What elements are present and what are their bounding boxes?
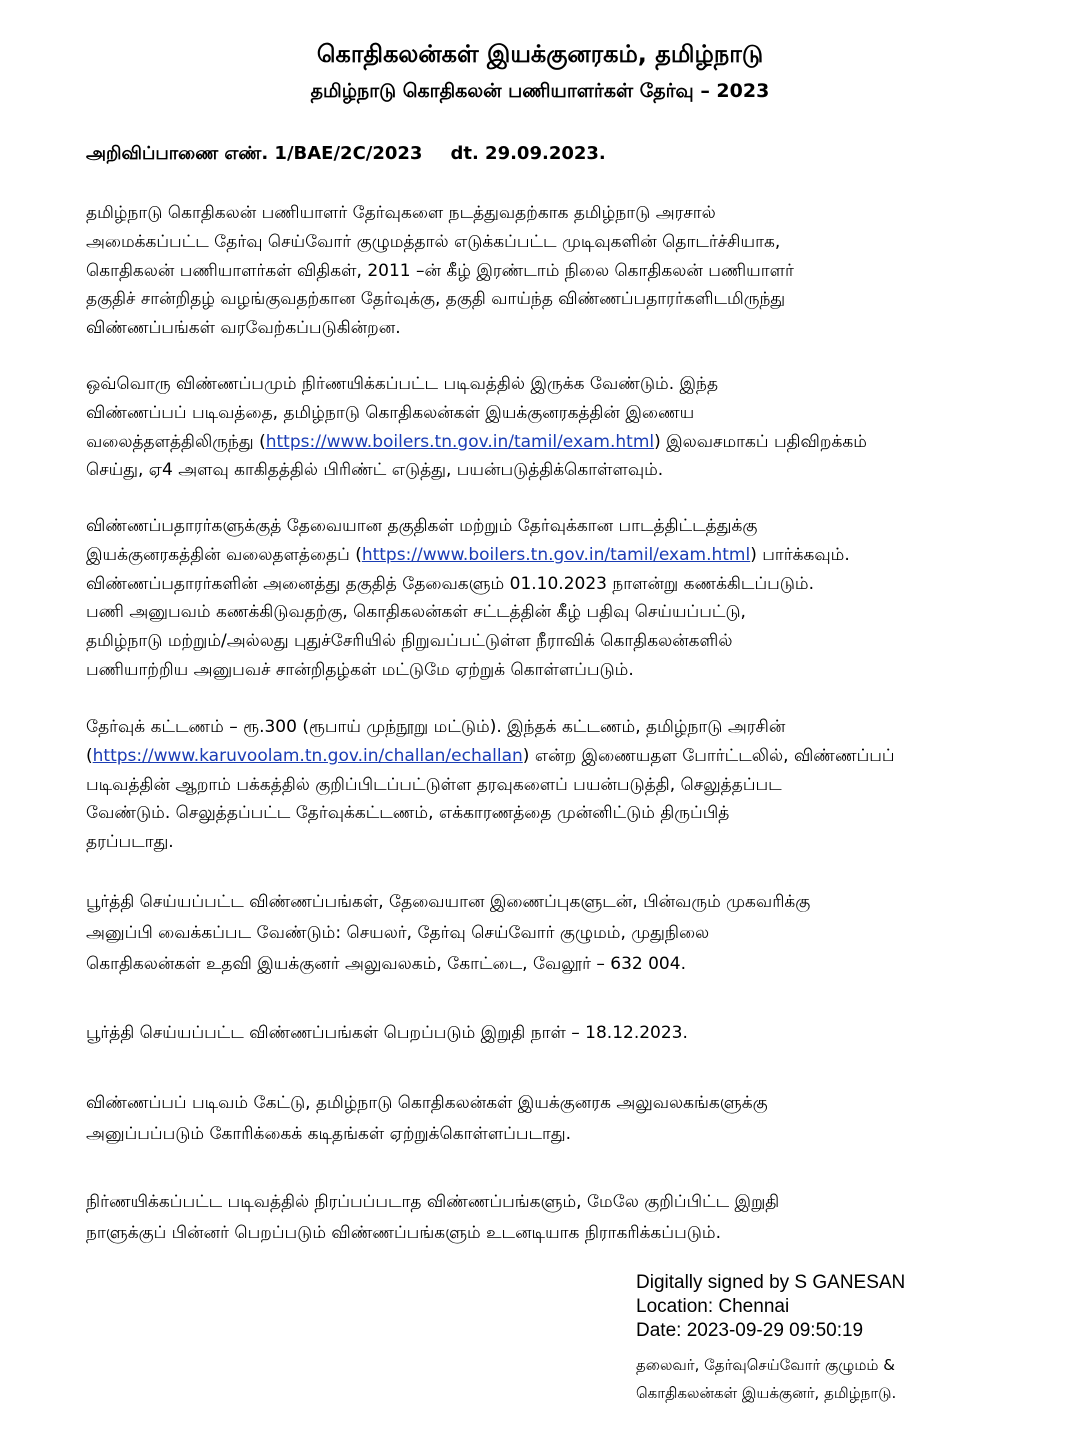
paragraph-line: கொதிகலன்கள் உதவி இயக்குனர் அலுவலகம், கோட்டை, வேலூர் – 632 004. bbox=[86, 954, 686, 974]
page-title: கொதிகலன்கள் இயக்குனரகம், தமிழ்நாடு bbox=[316, 40, 764, 68]
paragraph-line: விண்ணப்பப் படிவத்தை, தமிழ்நாடு கொதிகலன்கள் இயக்குனரகத்தின் இணைய bbox=[86, 402, 695, 423]
page-subtitle: தமிழ்நாடு கொதிகலன் பணியாளர்கள் தேர்வு – 2023 bbox=[310, 80, 770, 102]
memo-number: அறிவிப்பாணை எண். 1/BAE/2C/2023 bbox=[86, 143, 423, 164]
paragraph-line: அமைக்கப்பட்ட தேர்வு செய்வோர் குழுமத்தால் எடுக்கப்பட்ட முடிவுகளின் தொடர்ச்சியாக, bbox=[86, 231, 781, 252]
paragraph-line bbox=[86, 541, 986, 570]
paragraph-line: விண்ணப்பதாரர்களுக்குத் தேவையான தகுதிகள் மற்றும் தேர்வுக்கான பாடத்திட்டத்துக்கு bbox=[86, 516, 758, 536]
paragraph-line: அனுப்பி வைக்கப்பட வேண்டும்: செயலர், தேர்வு செய்வோர் குழுமம், முதுநிலை bbox=[86, 923, 710, 943]
paragraph-line: தேர்வுக் கட்டணம் – ரூ.300 (ரூபாய் முந்நூறு மட்டும்). இந்தக் கட்டணம், தமிழ்நாடு அரசின் bbox=[86, 717, 786, 737]
paragraph-form-requests bbox=[86, 1088, 986, 1150]
paragraph-line: நாளுக்குப் பின்னர் பெறப்படும் விண்ணப்பங்களும் உடனடியாக நிராகரிக்கப்படும். bbox=[86, 1223, 721, 1243]
paragraph-line: தரப்படாது. bbox=[86, 832, 174, 853]
paragraph-line: வேண்டும். செலுத்தப்பட்ட தேர்வுக்கட்டணம், எக்காரணத்தை முன்னிட்டும் திருப்பித் bbox=[86, 803, 730, 824]
paragraph-line: நிர்ணயிக்கப்பட்ட படிவத்தில் நிரப்பப்படாத விண்ணப்பங்களும், மேலே குறிப்பிட்ட இறுதி bbox=[86, 1192, 780, 1212]
paragraph-submission-address bbox=[86, 887, 986, 980]
paragraph-text: ) இலவசமாகப் பதிவிறக்கம் bbox=[654, 431, 867, 452]
signature-date: Date: 2023-09-29 09:50:19 bbox=[636, 1320, 864, 1341]
paragraph-rejection bbox=[86, 1187, 986, 1249]
memo-reference bbox=[86, 143, 606, 166]
challan-portal-link[interactable]: https://www.karuvoolam.tn.gov.in/challan/echallan bbox=[92, 745, 523, 766]
paragraph-line: விண்ணப்பங்கள் வரவேற்கப்படுகின்றன. bbox=[86, 318, 401, 339]
paragraph-line: ஒவ்வொரு விண்ணப்பமும் நிர்ணயிக்கப்பட்ட படிவத்தில் இருக்க வேண்டும். இந்த bbox=[86, 374, 719, 394]
paragraph-intro bbox=[86, 199, 986, 343]
designation-line: தலைவர், தேர்வுசெய்வோர் குழுமம் & bbox=[636, 1356, 895, 1374]
paragraph-application-form bbox=[86, 370, 986, 485]
digital-signature bbox=[636, 1271, 905, 1343]
paragraph-text: இயக்குனரகத்தின் வலைதளத்தைப் ( bbox=[86, 544, 362, 565]
paragraph-line: பூர்த்தி செய்யப்பட்ட விண்ணப்பங்கள் பெறப்படும் இறுதி நாள் – 18.12.2023. bbox=[86, 1023, 688, 1043]
signatory-designation bbox=[636, 1351, 896, 1407]
paragraph-line: பணி அனுபவம் கணக்கிடுவதற்கு, கொதிகலன்கள் சட்டத்தின் கீழ் பதிவு செய்யப்பட்டு, bbox=[86, 602, 746, 623]
memo-date: dt. 29.09.2023. bbox=[450, 143, 606, 164]
syllabus-page-link[interactable]: https://www.boilers.tn.gov.in/tamil/exam.html bbox=[361, 544, 751, 565]
paragraph-text: வலைத்தளத்திலிருந்து ( bbox=[86, 431, 266, 452]
paragraph-line bbox=[86, 742, 986, 771]
paragraph-line: செய்து, ஏ4 அளவு காகிதத்தில் பிரிண்ட் எடுத்து, பயன்படுத்திக்கொள்ளவும். bbox=[86, 460, 664, 481]
designation-line: கொதிகலன்கள் இயக்குனர், தமிழ்நாடு. bbox=[636, 1384, 897, 1402]
paragraph-line: பூர்த்தி செய்யப்பட்ட விண்ணப்பங்கள், தேவையான இணைப்புகளுடன், பின்வரும் முகவரிக்கு bbox=[86, 892, 811, 912]
paragraph-line: படிவத்தின் ஆறாம் பக்கத்தில் குறிப்பிடப்பட்டுள்ள தரவுகளைப் பயன்படுத்தி, செலுத்தப்பட bbox=[86, 774, 782, 795]
paragraph-eligibility bbox=[86, 512, 986, 685]
paragraph-line: கொதிகலன் பணியாளர்கள் விதிகள், 2011 –ன் கீழ் இரண்டாம் நிலை கொதிகலன் பணியாளர் bbox=[86, 260, 794, 281]
paragraph-text: ) என்ற இணையதள போர்ட்டலில், விண்ணப்பப் bbox=[522, 745, 895, 766]
paragraph-last-date bbox=[86, 1019, 986, 1048]
paragraph-line: அனுப்பப்படும் கோரிக்கைக் கடிதங்கள் ஏற்றுக்கொள்ளப்படாது. bbox=[86, 1124, 572, 1144]
paragraph-line: விண்ணப்பப் படிவம் கேட்டு, தமிழ்நாடு கொதிகலன்கள் இயக்குனரக அலுவலகங்களுக்கு bbox=[86, 1093, 768, 1113]
paragraph-text: ) பார்க்கவும். bbox=[750, 544, 850, 565]
paragraph-line: தமிழ்நாடு மற்றும்/அல்லது புதுச்சேரியில் நிறுவப்பட்டுள்ள நீராவிக் கொதிகலன்களில் bbox=[86, 631, 733, 652]
paragraph-line: விண்ணப்பதாரர்களின் அனைத்து தகுதித் தேவைகளும் 01.10.2023 நாளன்று கணக்கிடப்படும். bbox=[86, 573, 815, 594]
signature-signed-by: Digitally signed by S GANESAN bbox=[636, 1272, 906, 1293]
exam-page-link[interactable]: https://www.boilers.tn.gov.in/tamil/exam.html bbox=[265, 431, 655, 452]
signature-location: Location: Chennai bbox=[636, 1296, 790, 1317]
paragraph-text: ( bbox=[86, 745, 93, 766]
paragraph-line: தகுதிச் சான்றிதழ் வழங்குவதற்கான தேர்வுக்கு, தகுதி வாய்ந்த விண்ணப்பதாரர்களிடமிருந்து bbox=[86, 289, 786, 310]
paragraph-exam-fee bbox=[86, 713, 986, 857]
paragraph-line: தமிழ்நாடு கொதிகலன் பணியாளர் தேர்வுகளை நடத்துவதற்காக தமிழ்நாடு அரசால் bbox=[86, 203, 716, 223]
paragraph-line: பணியாற்றிய அனுபவச் சான்றிதழ்கள் மட்டுமே ஏற்றுக் கொள்ளப்படும். bbox=[86, 659, 634, 680]
paragraph-line bbox=[86, 428, 986, 457]
